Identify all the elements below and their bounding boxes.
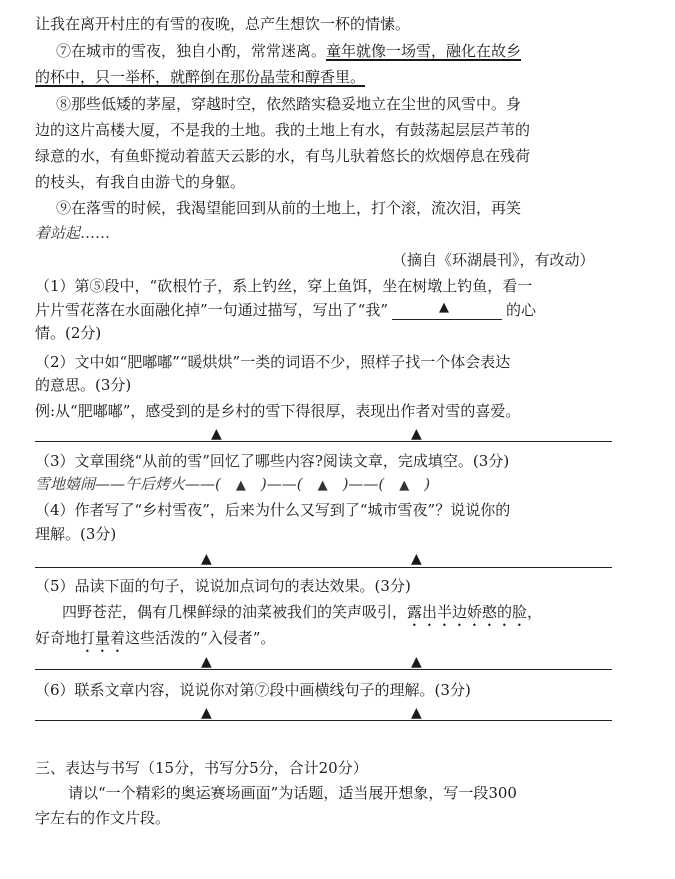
question-2-cont: 的意思。(3分) [35,376,132,394]
section-3-prompt: 请以“一个精彩的奥运赛场画面”为话题，适当展开想象，写一段300 [68,784,517,802]
section-3-prompt-cont: 字左右的作文片段。 [35,809,171,827]
p7-text: ⑦在城市的雪夜，独自小酌，常常迷离。 [56,42,327,60]
passage-line: 的枝头，有我自由游弋的身躯。 [35,173,246,191]
question-5-quote [62,602,542,630]
passage-line: 着站起…… [35,224,111,242]
passage-paragraph-9: ⑨在落雪的时候，我渴望能回到从前的土地上，打个滚，流次泪，再笑 [56,199,522,217]
answer-line-q5[interactable] [35,669,612,670]
answer-blank-q1[interactable] [392,301,502,320]
answer-marker-icon: ▲ [211,426,222,442]
dotted-phrase: 露出半边娇憨的脸， [407,603,543,621]
question-3-fill [35,474,430,496]
answer-line-q4[interactable] [35,567,612,568]
question-6: （6）联系文章内容，说说你对第⑦段中画横线句子的理解。(3分) [35,681,471,699]
dotted-phrase: 打量着 [80,629,126,647]
answer-marker-icon: ▲ [411,426,422,442]
question-1-cont [35,300,536,320]
answer-line-q6[interactable] [35,720,612,721]
q3-fill-end: ) [424,475,431,493]
source-citation: （摘自《环湖晨刊》，有改动） [392,251,595,269]
question-4-cont: 理解。(3分) [35,525,117,543]
answer-marker-icon: ▲ [201,551,212,567]
question-5-quote-cont [35,628,275,656]
question-2-example: 例:从“肥嘟嘟”，感受到的是乡村的雪下得很厚，表现出作者对雪的喜爱。 [35,402,521,420]
question-1-score: 情。(2分) [35,324,102,342]
question-5: （5）品读下面的句子，说说加点词句的表达效果。(3分) [35,577,411,595]
quote-text: 四野苍茫，偶有几棵鲜绿的油菜被我们的笑声吸引， [62,603,408,621]
passage-paragraph-8: ⑧那些低矮的茅屋，穿越时空，依然踏实稳妥地立在尘世的风雪中。身 [56,95,522,113]
answer-marker-icon: ▲ [317,478,328,493]
answer-marker-icon: ▲ [411,705,422,721]
q3-fill-sep: )——( [260,475,303,493]
answer-marker-icon: ▲ [439,300,450,315]
answer-blank-q3-3[interactable] [384,474,424,496]
answer-marker-icon: ▲ [399,478,410,493]
q3-fill-text: 雪地嬉闹——午后烤火——( [35,475,221,493]
answer-marker-icon: ▲ [411,654,422,670]
answer-blank-q3-2[interactable] [303,474,343,496]
passage-line: 边的这片高楼大厦，不是我的土地。我的土地上有水，有鼓荡起层层芦苇的 [35,121,531,139]
answer-blank-q3-1[interactable] [221,474,261,496]
question-1: （1）第⑤段中，“砍根竹子，系上钓丝，穿上鱼饵，坐在树墩上钓鱼，看一 [35,277,533,295]
question-4: （4）作者写了“乡村雪夜”，后来为什么又写到了“城市雪夜”？说说你的 [35,501,511,519]
passage-line: 让我在离开村庄的有雪的夜晚，总产生想饮一杯的情愫。 [35,15,411,33]
quote-text: 这些活泼的“入侵者”。 [125,629,276,647]
answer-marker-icon: ▲ [411,551,422,567]
passage-paragraph-7 [56,41,521,61]
underlined-sentence: 童年就像一场雪，融化在故乡 [326,42,522,60]
answer-marker-icon: ▲ [201,654,212,670]
answer-marker-icon: ▲ [201,705,212,721]
question-3: （3）文章围绕“从前的雪”回忆了哪些内容?阅读文章，完成填空。(3分) [35,452,510,470]
section-3-heading: 三、表达与书写（15分，书写分5分，合计20分） [35,759,368,777]
underlined-sentence-cont: 的杯中，只一举杯，就醉倒在那份晶莹和醇香里。 [35,68,366,86]
answer-marker-icon: ▲ [235,478,246,493]
q3-fill-sep: )——( [342,475,385,493]
passage-line: 绿意的水，有鱼虾搅动着蓝天云影的水，有鸟儿驮着悠长的炊烟停息在残荷 [35,147,531,165]
question-2: （2）文中如“肥嘟嘟”“暖烘烘”一类的词语不少，照样子找一个体会表达 [35,353,511,371]
answer-line-q2[interactable] [35,441,612,442]
q1-text-end: 的心 [506,301,537,319]
quote-text: 好奇地 [35,629,81,647]
q1-text: 片片雪花落在水面融化掉”一句通过描写，写出了“我” [35,301,389,319]
